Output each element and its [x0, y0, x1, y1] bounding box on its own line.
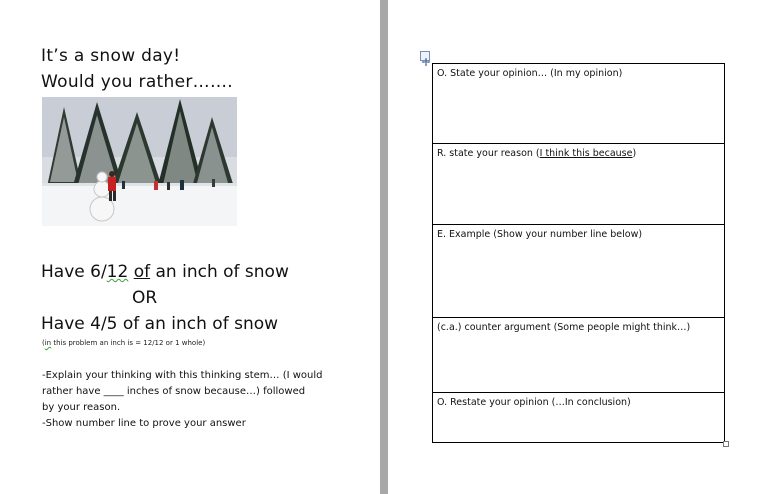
option-2: Have 4/5 of an inch of snow [41, 314, 279, 334]
orep-table [432, 63, 725, 443]
table-row[interactable]: R. state your reason (I think this because) [433, 144, 724, 225]
or-label: OR [132, 288, 158, 308]
instruction-line: rather have ____ inches of snow because…) followed [42, 386, 306, 397]
option-1-denominator: 12 [106, 262, 129, 282]
table-resize-handle-icon[interactable] [723, 441, 729, 447]
table-row[interactable]: O. State your opinion… (In my opinion) [433, 64, 724, 144]
table-row[interactable]: O. Restate your opinion (…In conclusion) [437, 397, 631, 408]
table-move-handle-icon[interactable] [420, 51, 430, 61]
instructions [42, 368, 342, 432]
table-row[interactable]: E. Example (Show your number line below) [433, 225, 724, 318]
title-line-2: Would you rather……. [41, 72, 233, 92]
option-1-of: of [133, 262, 151, 282]
instruction-line: -Show number line to prove your answer [42, 418, 246, 429]
page-gutter [380, 0, 388, 494]
title-line-1: It’s a snow day! [41, 46, 181, 66]
instruction-line: by your reason. [42, 402, 121, 413]
instruction-line: -Explain your thinking with this thinking stem… (I would [42, 370, 323, 381]
inch-note: (in this problem an inch is = 12/12 or 1 whole) [42, 339, 206, 347]
option-1: Have 6/12 of an inch of snow [41, 262, 289, 282]
left-page [0, 0, 380, 494]
table-row[interactable]: (c.a.) counter argument (Some people might think…) [433, 318, 724, 393]
snow-scene-photo [42, 97, 237, 226]
